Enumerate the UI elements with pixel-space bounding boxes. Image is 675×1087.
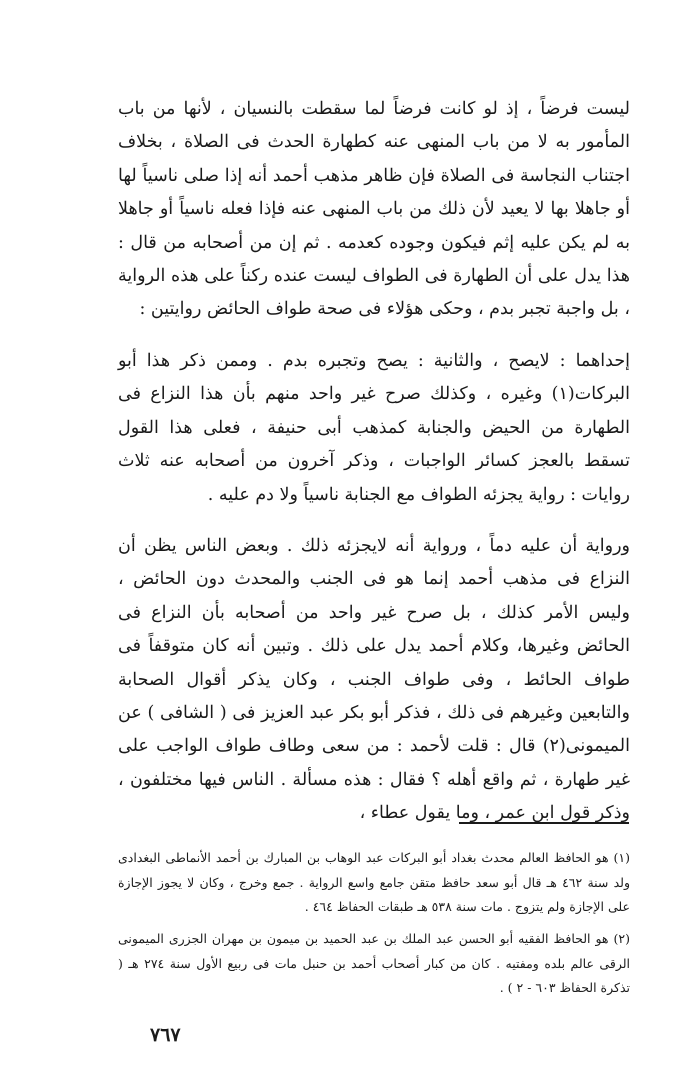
body-paragraph-1: ليست فرضاً ، إذ لو كانت فرضاً لما سقطت بالنسيان ، لأنها من باب المأمور به لا من باب المنهى عنه كطهارة الحدث فى الصلاة ، بخلاف اجتناب النجاسة فى الصلاة فإن ظاهر مذهب أحمد أنه إذا صلى ناسياً لها أو جاهلا بها لا يعيد لأن ذلك من باب المنهى عنه فإذا فعله ناسياً أو جاهلا به لم يكن عليه إثم فيكون وجوده كعدمه . ثم إن من أصحابه من قال : هذا يدل على أن الطهارة فى الطواف ليست عنده ركناً على هذه الرواية ، بل واجبة تجبر بدم ، وحكى هؤلاء فى صحة طواف الحائض روايتين : xyxy=(118,99,630,320)
footnote-1: (١) هو الحافظ العالم محدث بغداد أبو البركات عبد الوهاب بن المبارك بن أحمد الأنماطى البغدادى ولد سنة ٤٦٢ هـ قال أبو سعد حافظ متقن جامع واسع الرواية . جمع وخرج ، وكان لا يجوز الإجازة على الإجازة ولم يتزوج . مات سنة ٥٣٨ هـ طبقات الحفاظ ٤٦٤ . xyxy=(118,850,630,914)
footnote-2: (٢) هو الحافظ الفقيه أبو الحسن عبد الملك بن عبد الحميد بن ميمون بن مهران الجزرى الميمونى الرقى عالم بلده ومفتيه . كان من كبار أصحاب أحمد بن حنبل مات فى ربيع الأول سنة ٢٧٤ هـ ( تذكرة الحفاظ ٦٠٣ - ٢ ) . xyxy=(118,931,630,995)
page-number: ٧٦٧ xyxy=(150,1024,181,1046)
footnote-divider xyxy=(459,822,629,824)
body-paragraph-2: إحداهما : لايصح ، والثانية : يصح وتجبره بدم . وممن ذكر هذا أبو البركات(١) وغيره ، وكذلك صرح غير واحد منهم بأن هذا النزاع فى الطهارة من الحيض والجنابة كمذهب أبى حنيفة ، فعلى هذا القول تسقط بالعجز كسائر الواجبات ، وذكر آخرون من أصحابه عنه ثلاث روايات : رواية يجزئه الطواف مع الجنابة ناسياً ولا دم عليه . xyxy=(118,351,630,505)
body-paragraph-3: ورواية أن عليه دماً ، ورواية أنه لايجزئه ذلك . وبعض الناس يظن أن النزاع فى مذهب أحمد إنما هو فى الجنب والمحدث دون الحائض ، وليس الأمر كذلك ، بل صرح غير واحد من أصحابه بأن النزاع فى الحائض وغيرها، وكلام أحمد يدل على ذلك . وتبين أنه كان متوقفاً فى طواف الحائط ، وفى طواف الجنب ، وكان يذكر أقوال الصحابة والتابعين وغيرهم فى ذلك ، فذكر أبو بكر عبد العزيز فى ( الشافى ) عن الميمونى(٢) قال : قلت لأحمد : من سعى وطاف طواف الواجب على غير طهارة ، ثم واقع أهله ؟ فقال : هذه مسألة . الناس فيها مختلفون ، وذكر قول ابن عمر ، وما يقول عطاء ، xyxy=(118,536,630,824)
